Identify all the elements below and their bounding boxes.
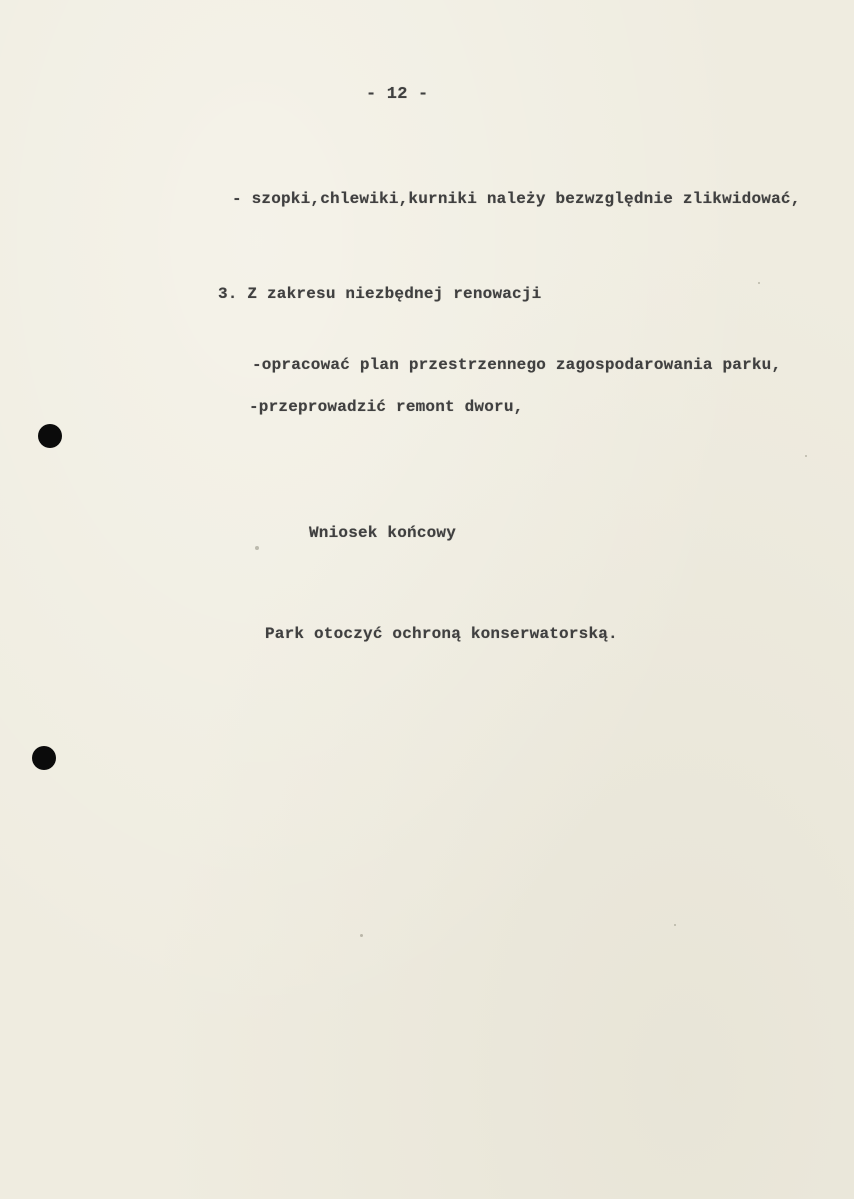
text-line-demolish-outbuildings: - szopki,chlewiki,kurniki należy bezwzględnie zlikwidować, [232, 190, 801, 208]
paper-speck [674, 924, 676, 926]
punch-hole [32, 746, 56, 770]
paper-speck [255, 546, 259, 550]
text-line-conservation-protection: Park otoczyć ochroną konserwatorską. [265, 625, 618, 643]
text-line-manor-repair: -przeprowadzić remont dworu, [249, 398, 524, 416]
text-line-park-plan: -opracować plan przestrzennego zagospodarowania parku, [252, 356, 782, 374]
paper-speck [360, 934, 363, 937]
text-line-renovation-heading: 3. Z zakresu niezbędnej renowacji [218, 285, 542, 303]
page-number: - 12 - [366, 85, 429, 104]
paper-speck [758, 282, 760, 284]
paper-speck [805, 455, 807, 457]
section-heading-final-conclusion: Wniosek końcowy [309, 524, 457, 542]
punch-hole [38, 424, 62, 448]
